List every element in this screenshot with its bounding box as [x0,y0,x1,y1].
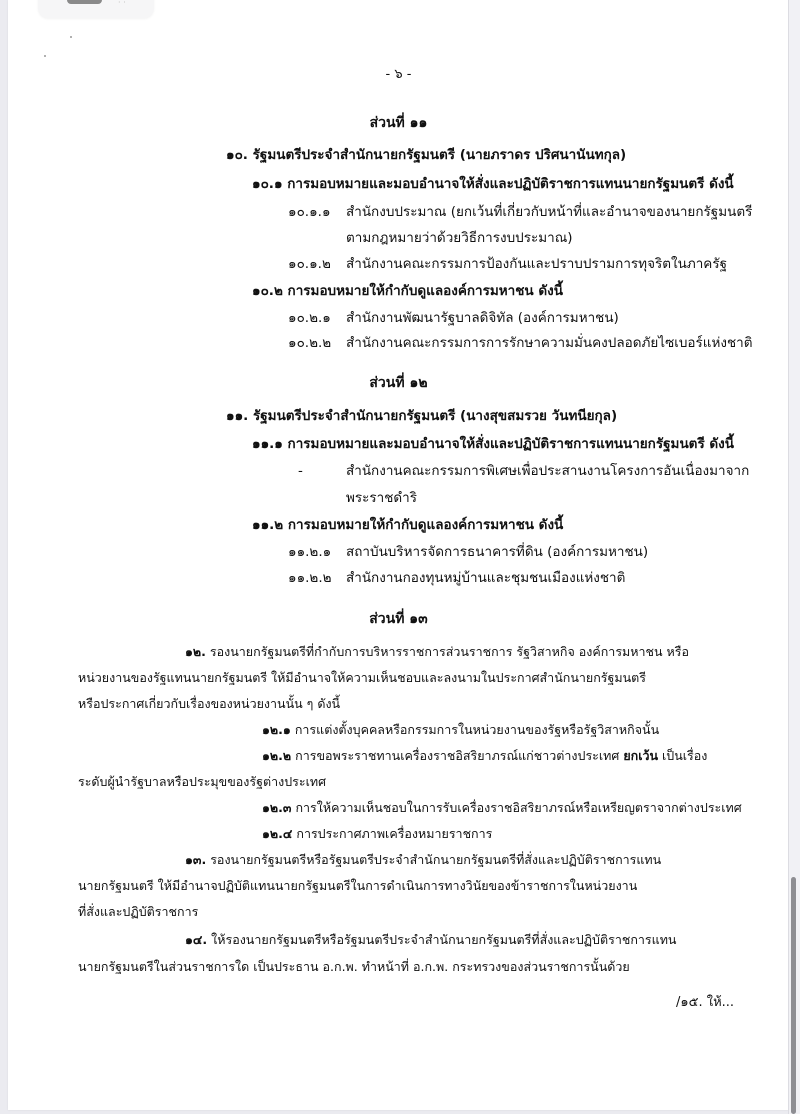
sub-item-12-2-cont: ระดับผู้นำรัฐบาลหรือประมุขของรัฐต่างประเทศ [78,774,327,789]
paragraph-13-line1 [185,851,661,869]
item-text: สำนักงานพัฒนารัฐบาลดิจิทัล (องค์การมหาชน) [346,310,619,326]
item-text: การให้ความเห็นชอบในการรับเครื่องราชอิสริยาภรณ์หรือเหรียญตราจากต่างประเทศ [295,800,742,815]
section11-heading: ๑๐. รัฐมนตรีประจำสำนักนายกรัฐมนตรี (นายภราดร ปริศนานันทกุล) [226,147,627,163]
paragraph-text: รองนายกรัฐมนตรีที่กำกับการบริหารราชการส่วนราชการ รัฐวิสาหกิจ องค์การมหาชน หรือ [209,644,690,659]
item-number: ๑๑.๒.๒ [288,570,332,586]
item-text: สำนักงานคณะกรรมการการรักษาความมั่นคงปลอดภัยไซเบอร์แห่งชาติ [346,335,753,351]
page-number: - ๖ - [385,67,412,82]
item-text-cont: พระราชดำริ [346,490,417,506]
item-number: ๑๐.๑.๒ [288,256,331,272]
item-text-cont: ตามกฎหมายว่าด้วยวิธีการงบประมาณ) [346,230,573,246]
paragraph-text: ให้รองนายกรัฐมนตรีหรือรัฐมนตรีประจำสำนักนายกรัฐมนตรีที่สั่งและปฏิบัติราชการแทน [211,932,677,947]
continuation-marker: /๑๕. ให้... [676,995,735,1010]
item-number: ๑๒.๒ [262,748,292,763]
floating-toolbar[interactable] [38,0,154,18]
item-text: สถาบันบริหารจัดการธนาคารที่ดิน (องค์การมหาชน) [346,544,649,560]
item-text: การแต่งตั้งบุคคลหรือกรรมการในหน่วยงานของรัฐหรือรัฐวิสาหกิจนั้น [294,722,660,737]
item-number: ๑๒.๔ [262,826,293,841]
paragraph-12-line1 [185,643,689,661]
paragraph-number: ๑๓. [185,852,207,867]
section-title-12: ส่วนที่ ๑๒ [369,375,428,391]
scan-speck [70,36,72,38]
paragraph-14-line2: นายกรัฐมนตรีในส่วนราชการใด เป็นประธาน อ.ก.พ. ทำหน้าที่ อ.ก.พ. กระทรวงของส่วนราชการนั้นด้วย [78,959,630,974]
sub-item-12-2 [262,747,707,765]
item-text: สำนักงานคณะกรรมการพิเศษเพื่อประสานงานโครงการอันเนื่องมาจาก [346,463,750,479]
paragraph-13-line2: นายกรัฐมนตรี ให้มีอำนาจปฏิบัติแทนนายกรัฐมนตรีในการดำเนินการทางวินัยของข้าราชการในหน่วยงาน [78,878,638,893]
paragraph-text: รองนายกรัฐมนตรีหรือรัฐมนตรีประจำสำนักนายกรัฐมนตรีที่สั่งและปฏิบัติราชการแทน [210,852,662,867]
vertical-scrollbar[interactable] [788,0,800,1114]
toolbar-button[interactable] [67,0,102,4]
item-number: ๑๑.๒.๑ [288,544,332,560]
section12-sub1-heading: ๑๑.๑ การมอบหมายและมอบอำนาจให้สั่งและปฏิบัติราชการแทนนายกรัฐมนตรี ดังนี้ [252,436,734,452]
item-text: สำนักงบประมาณ (ยกเว้นที่เกี่ยวกับหน้าที่และอำนาจของนายกรัฐมนตรี [346,204,753,220]
section-title-13: ส่วนที่ ๑๓ [369,611,428,627]
sub-item-12-1 [262,721,659,739]
paragraph-12-line2: หน่วยงานของรัฐแทนนายกรัฐมนตรี ให้มีอำนาจให้ความเห็นชอบและลงนามในประกาศสำนักนายกรัฐมนตรี [78,670,646,685]
item-number: ๑๐.๒.๑ [288,310,331,326]
section11-sub2-heading: ๑๐.๒ การมอบหมายให้กำกับดูแลองค์การมหาชน ดังนี้ [252,283,563,299]
section11-sub1-heading: ๑๐.๑ การมอบหมายและมอบอำนาจให้สั่งและปฏิบัติราชการแทนนายกรัฐมนตรี ดังนี้ [252,176,734,192]
paragraph-14-line1 [185,931,676,949]
scan-speck [44,55,46,57]
item-bullet: - [298,463,303,479]
paragraph-12-line3: หรือประกาศเกี่ยวกับเรื่องของหน่วยงานนั้น ๆ ดังนี้ [78,696,341,711]
item-text: การประกาศภาพเครื่องหมายราชการ [296,826,493,841]
more-icon[interactable]: · · [118,0,126,7]
item-number: ๑๐.๑.๑ [288,204,331,220]
item-text-after: เป็นเรื่อง [662,748,708,763]
item-text: สำนักงานกองทุนหมู่บ้านและชุมชนเมืองแห่งชาติ [346,570,626,586]
document-page [8,0,789,1110]
section12-sub2-heading: ๑๑.๒ การมอบหมายให้กำกับดูแลองค์การมหาชน ดังนี้ [252,517,564,533]
item-bold-text: ยกเว้น [623,748,659,763]
section-title-11: ส่วนที่ ๑๑ [369,115,428,131]
paragraph-number: ๑๔. [185,932,208,947]
item-text: การขอพระราชทานเครื่องราชอิสริยาภรณ์แก่ชาวต่างประเทศ [295,748,620,763]
paragraph-13-line3: ที่สั่งและปฏิบัติราชการ [78,904,199,919]
sub-item-12-3 [262,799,742,817]
item-number: ๑๐.๒.๒ [288,335,332,351]
item-number: ๑๒.๑ [262,722,291,737]
sub-item-12-4 [262,825,492,843]
paragraph-number: ๑๒. [185,644,206,659]
item-text: สำนักงานคณะกรรมการป้องกันและปราบปรามการทุจริตในภาครัฐ [346,256,728,272]
scrollbar-thumb[interactable] [791,877,796,1114]
section12-heading: ๑๑. รัฐมนตรีประจำสำนักนายกรัฐมนตรี (นางสุขสมรวย วันทนียกุล) [226,408,618,424]
item-number: ๑๒.๓ [262,800,292,815]
